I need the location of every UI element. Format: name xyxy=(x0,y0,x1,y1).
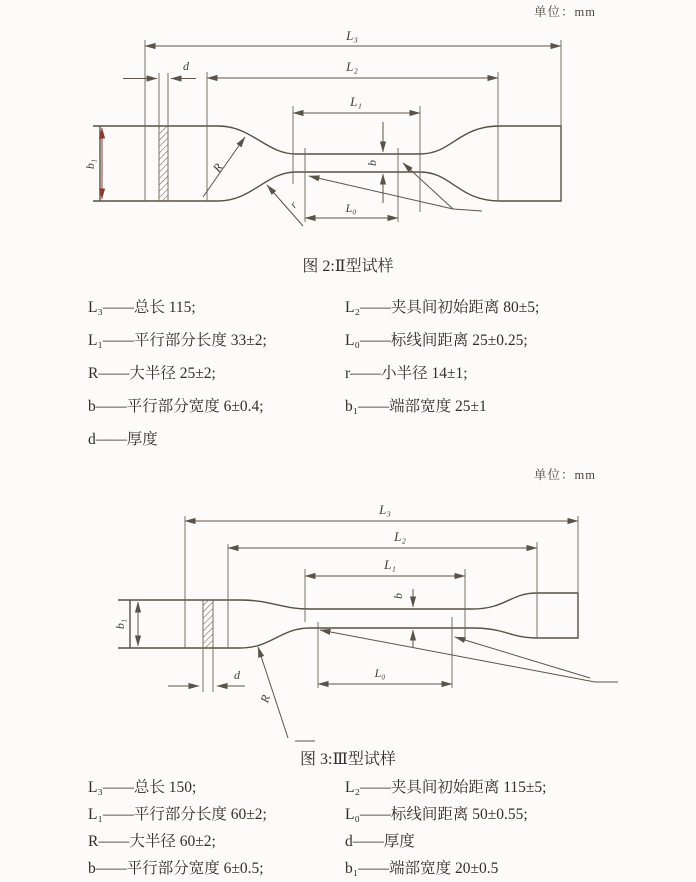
legend-item xyxy=(88,291,345,324)
legend-item xyxy=(88,324,345,357)
legend-desc: ——大半径 25±2; xyxy=(98,365,216,382)
dim-label-L3: L₃ xyxy=(346,28,358,43)
legend-desc: ——平行部分长度 60±2; xyxy=(102,806,267,823)
dim-label-L1: L₁ xyxy=(350,94,362,109)
legend-symbol: d xyxy=(88,431,96,448)
legend-symbol: R xyxy=(88,833,99,850)
legend-symbol: L₂ xyxy=(345,299,360,316)
dim-label-L0: L₀ xyxy=(345,201,357,215)
legend-desc: ——小半径 14±1; xyxy=(350,365,468,382)
legend-desc: ——厚度 xyxy=(95,431,158,448)
legend-symbol: L₁ xyxy=(88,806,103,823)
clamp-hatch-area xyxy=(159,73,168,201)
dim-label-L0: L₀ xyxy=(374,666,386,680)
dim-label-b1: b₁ xyxy=(83,158,97,170)
legend-symbol: L₃ xyxy=(88,299,103,316)
legend-symbol: b xyxy=(88,860,96,877)
legend-symbol: r xyxy=(345,365,351,382)
legend-item xyxy=(88,801,345,828)
dim-label-d: d xyxy=(234,668,240,682)
fig2-caption: 图 2:Ⅱ型试样 xyxy=(302,258,394,275)
fig3-legend xyxy=(88,774,696,882)
legend-item xyxy=(345,357,696,390)
unit-label-fig2: 单位：mm xyxy=(534,5,596,19)
legend-symbol: b xyxy=(88,398,96,415)
dim-label-b: b xyxy=(365,160,379,166)
legend-item xyxy=(88,774,345,801)
legend-desc: ——平行部分宽度 6±0.4; xyxy=(95,398,264,415)
legend-item xyxy=(345,855,696,882)
dim-label-L2: L₂ xyxy=(394,529,406,544)
legend-desc: ——夹具间初始距离 115±5; xyxy=(359,779,547,796)
dim-label-b: b xyxy=(391,593,405,599)
fig3-caption: 图 3:Ⅲ型试样 xyxy=(300,751,396,768)
legend-symbol: b₁ xyxy=(345,398,359,415)
dim-label-R: R xyxy=(257,693,273,705)
legend-desc: ——总长 115; xyxy=(102,299,196,316)
legend-item xyxy=(345,801,696,828)
legend-item xyxy=(88,828,345,855)
dimension-labels xyxy=(113,502,406,705)
legend-symbol: R xyxy=(88,365,99,382)
fig2-legend xyxy=(88,291,696,456)
legend-item xyxy=(88,357,345,390)
clamp-hatch-area xyxy=(203,600,213,692)
dimension-lines xyxy=(102,46,561,226)
legend-item xyxy=(345,291,696,324)
legend-item xyxy=(345,390,696,423)
legend-desc: ——标线间距离 50±0.55; xyxy=(359,806,528,823)
fig3-drawing xyxy=(0,484,696,748)
legend-item xyxy=(88,390,345,423)
dim-label-r: r xyxy=(287,199,300,211)
legend-symbol: L₃ xyxy=(88,779,103,796)
dim-label-b1: b₁ xyxy=(113,618,127,630)
legend-desc: ——端部宽度 20±0.5 xyxy=(358,860,499,877)
dim-label-L3: L₃ xyxy=(379,502,391,517)
legend-symbol: L₁ xyxy=(88,332,103,349)
unit-label-fig3: 单位：mm xyxy=(534,468,596,482)
legend-desc: ——厚度 xyxy=(352,833,415,850)
legend-item xyxy=(345,828,696,855)
legend-desc: ——夹具间初始距离 80±5; xyxy=(359,299,540,316)
legend-symbol: L₂ xyxy=(345,779,360,796)
extension-lines xyxy=(185,516,578,688)
dim-label-L2: L₂ xyxy=(346,59,358,74)
specimen-outline xyxy=(118,593,578,648)
legend-item xyxy=(345,774,696,801)
legend-desc: ——平行部分长度 33±2; xyxy=(102,332,267,349)
legend-symbol: d xyxy=(345,833,353,850)
dim-label-L1: L₁ xyxy=(384,557,396,572)
legend-desc: ——标线间距离 25±0.25; xyxy=(359,332,528,349)
legend-item xyxy=(345,324,696,357)
fig2-drawing xyxy=(0,22,696,255)
dim-label-d: d xyxy=(183,59,189,73)
legend-item xyxy=(88,423,345,456)
legend-symbol: b₁ xyxy=(345,860,359,877)
legend-desc: ——总长 150; xyxy=(102,779,197,796)
legend-symbol: L₀ xyxy=(345,806,360,823)
legend-desc: ——平行部分宽度 6±0.5; xyxy=(95,860,264,877)
legend-symbol: L₀ xyxy=(345,332,360,349)
legend-desc: ——端部宽度 25±1 xyxy=(358,398,487,415)
dimension-labels xyxy=(83,28,379,215)
legend-item xyxy=(88,855,345,882)
dim-label-R: R xyxy=(209,160,226,175)
legend-desc: ——大半径 60±2; xyxy=(98,833,216,850)
